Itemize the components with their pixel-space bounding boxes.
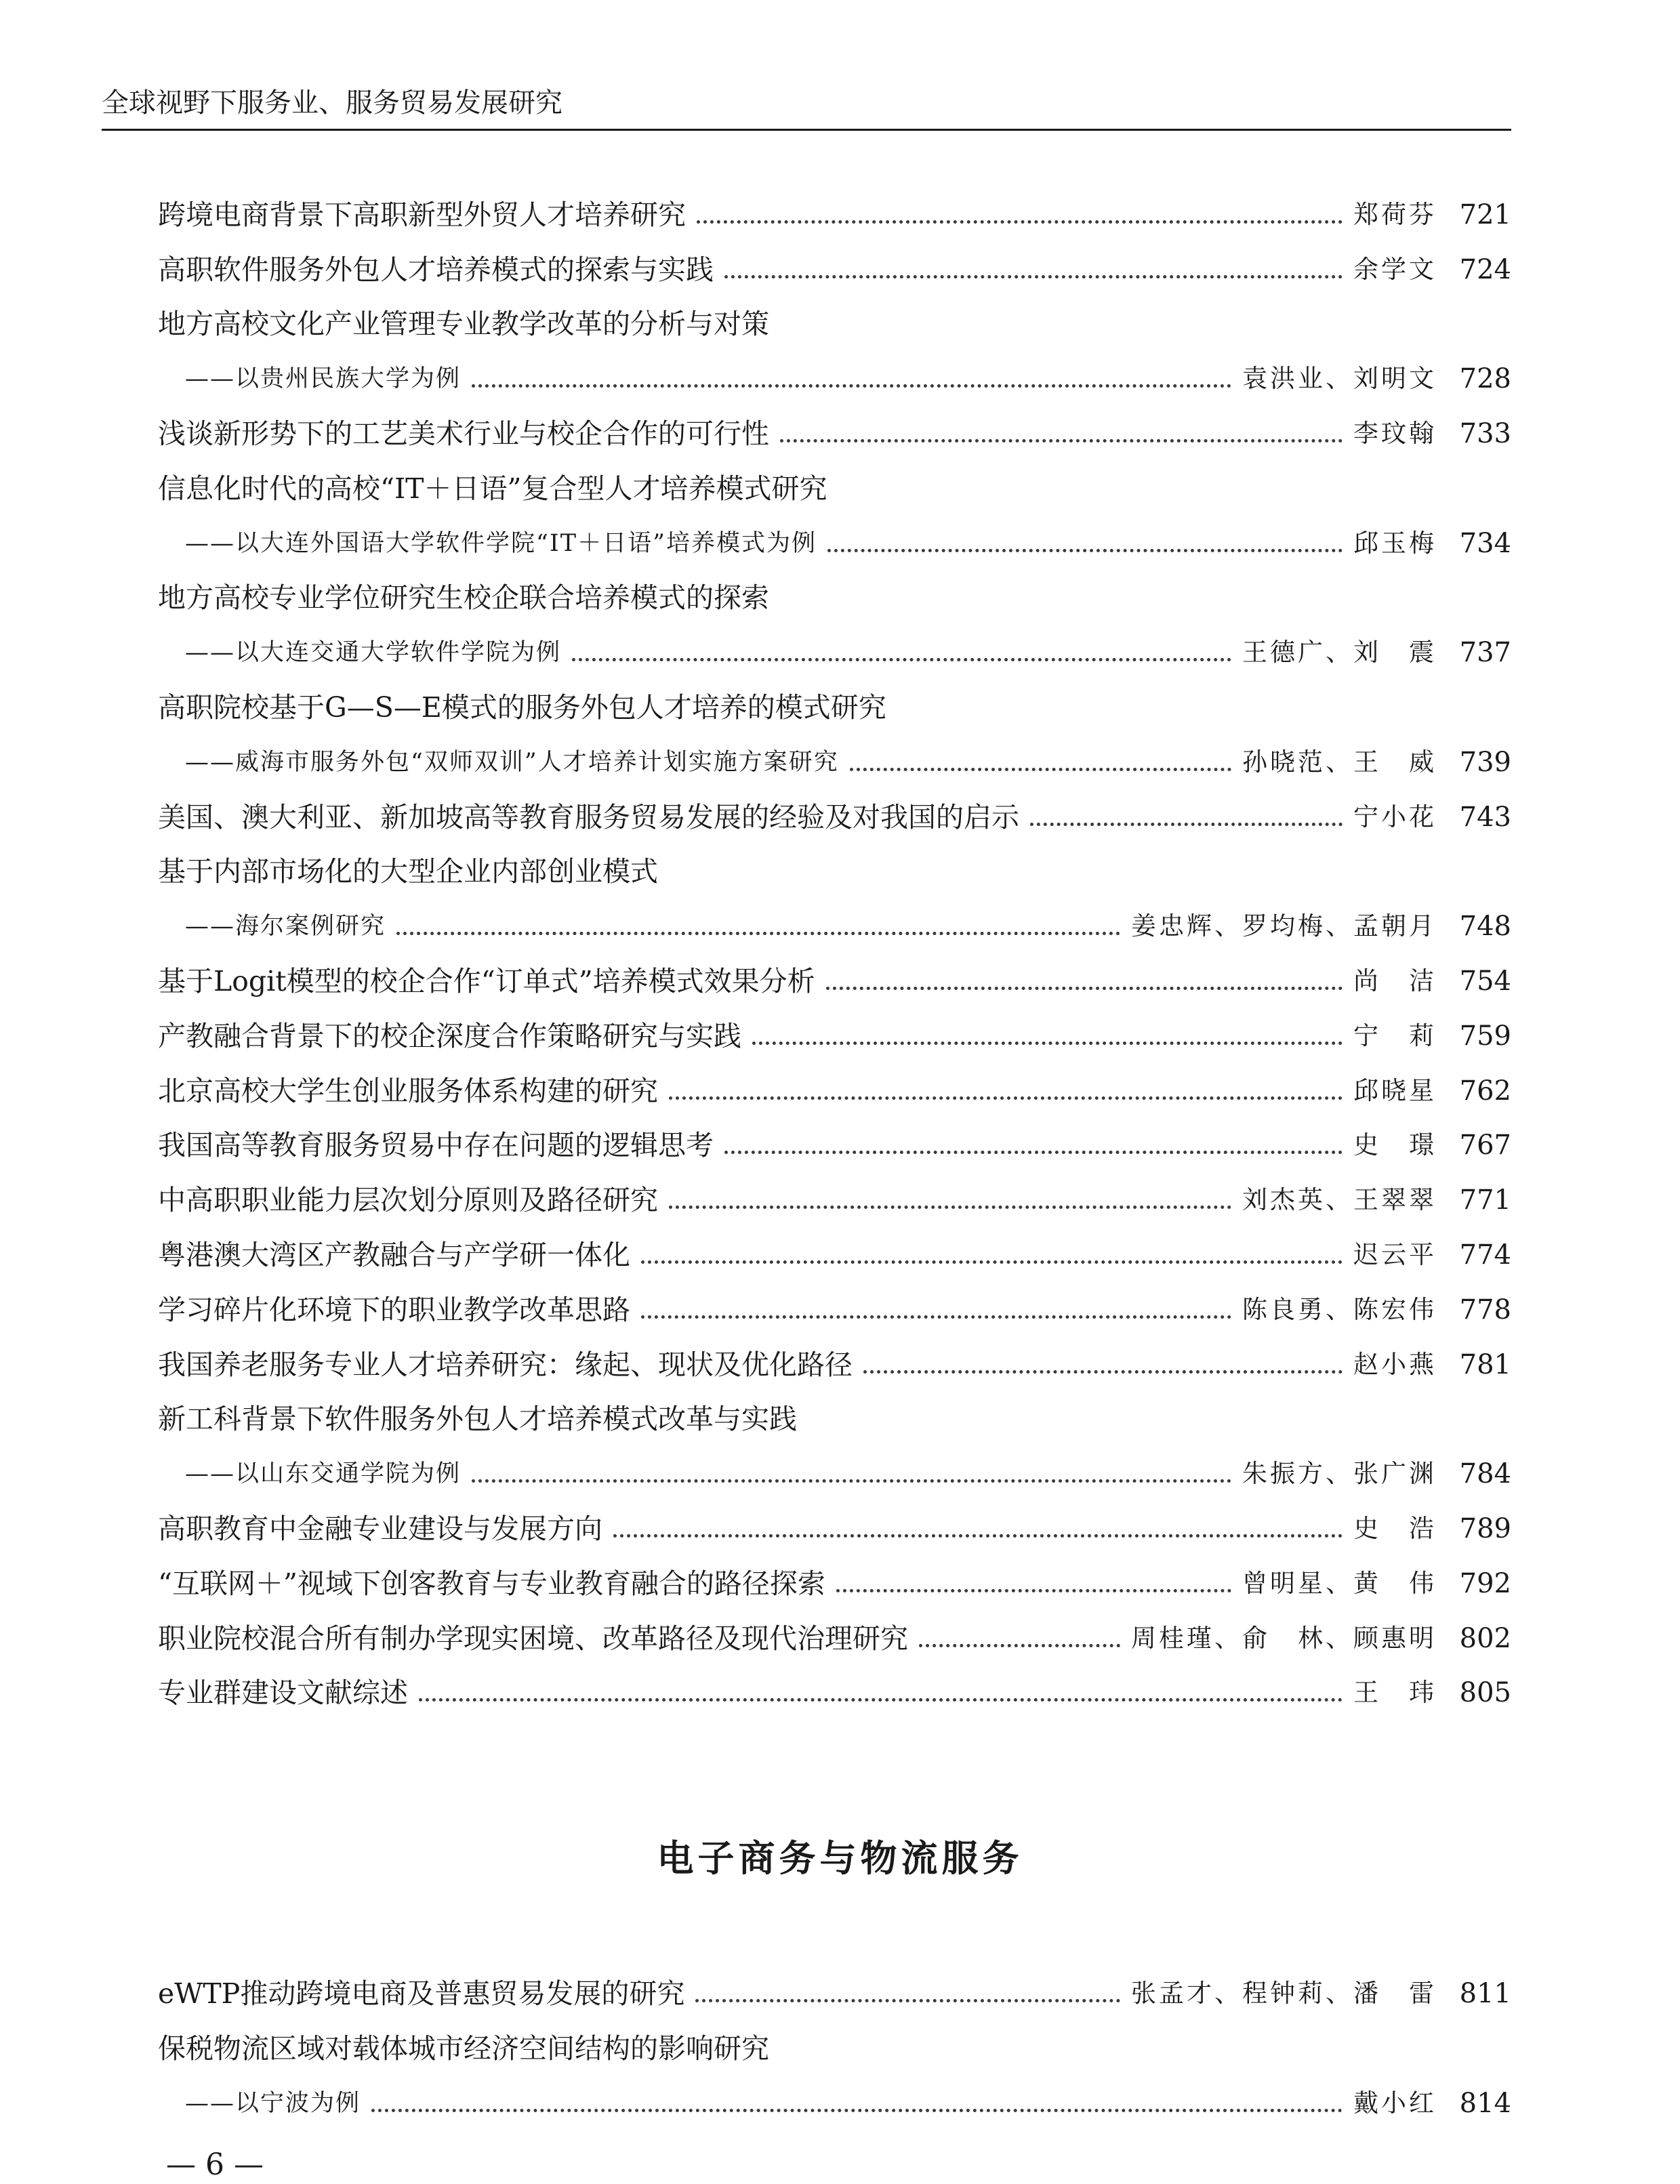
entry-author: 宁小花 <box>1353 802 1437 831</box>
entry-subtitle: ——以大连外国语大学软件学院“IT＋日语”培养模式为例 <box>185 530 817 557</box>
entry-page: 767 <box>1459 1130 1511 1161</box>
entry-author: 陈良勇、陈宏伟 <box>1242 1295 1437 1324</box>
dot-leader <box>724 1151 1343 1154</box>
running-header: 全球视野下服务业、服务贸易发展研究 <box>102 87 562 119</box>
entry-title: 信息化时代的高校“IT＋日语”复合型人才培养模式研究 <box>158 472 827 505</box>
entry-page: 789 <box>1459 1513 1511 1544</box>
entry-title: 中高职职业能力层次划分原则及路径研究 <box>158 1184 658 1216</box>
entry-page: 814 <box>1459 2088 1511 2119</box>
entry-page: 771 <box>1459 1184 1511 1216</box>
entry-page: 784 <box>1459 1458 1511 1489</box>
dot-leader <box>669 1206 1231 1209</box>
entry-page: 724 <box>1459 254 1511 285</box>
entry-author: 赵小燕 <box>1353 1350 1437 1379</box>
entry-title: 职业院校混合所有制办学现实困境、改革路径及现代治理研究 <box>158 1622 908 1655</box>
toc-entry <box>158 191 1511 232</box>
entry-author: 王 玮 <box>1353 1678 1437 1707</box>
entry-author: 宁 莉 <box>1353 1021 1437 1050</box>
entry-page: 737 <box>1459 637 1511 668</box>
entry-subtitle: ——海尔案例研究 <box>185 913 386 940</box>
entry-page: 811 <box>1459 1978 1511 2009</box>
toc-entry-heading <box>158 684 1511 724</box>
entry-page: 774 <box>1459 1239 1511 1271</box>
dot-leader <box>919 1644 1120 1647</box>
entry-title: 高职教育中金融专业建设与发展方向 <box>158 1512 602 1545</box>
dot-leader <box>826 987 1343 990</box>
entry-title: eWTP推动跨境电商及普惠贸易发展的研究 <box>158 1977 685 2010</box>
toc-entry <box>158 1450 1511 1491</box>
entry-title: 地方高校专业学位研究生校企联合培养模式的探索 <box>158 581 769 614</box>
entry-author: 袁洪业、刘明文 <box>1242 364 1437 393</box>
entry-subtitle: ——威海市服务外包“双师双训”人才培养计划实施方案研究 <box>185 749 839 776</box>
entry-title: 美国、澳大利亚、新加坡高等教育服务贸易发展的经验及对我国的启示 <box>158 801 1019 833</box>
dot-leader <box>641 1315 1231 1319</box>
entry-page: 762 <box>1459 1075 1511 1107</box>
entry-author: 孙晓范、王 威 <box>1242 747 1437 777</box>
dot-leader <box>572 658 1231 661</box>
toc-entry <box>158 1121 1511 1162</box>
dot-leader <box>827 549 1343 552</box>
dot-leader <box>1030 823 1343 826</box>
entry-page: 743 <box>1459 802 1511 833</box>
entry-title: 我国高等教育服务贸易中存在问题的逻辑思考 <box>158 1129 714 1161</box>
entry-title: 我国养老服务专业人才培养研究：缘起、现状及优化路径 <box>158 1348 853 1381</box>
entry-title: 浅谈新形势下的工艺美术行业与校企合作的可行性 <box>158 417 769 450</box>
entry-title: 北京高校大学生创业服务体系构建的研究 <box>158 1075 658 1107</box>
dot-leader <box>836 1589 1231 1592</box>
entry-author: 迟云平 <box>1353 1240 1437 1269</box>
dot-leader <box>695 1999 1120 2002</box>
dot-leader <box>697 220 1343 224</box>
dot-leader <box>863 1370 1343 1374</box>
toc-entry <box>158 1970 1511 2011</box>
toc-entry <box>158 1176 1511 1217</box>
toc-entry <box>158 794 1511 834</box>
entry-author: 朱振方、张广渊 <box>1242 1459 1437 1488</box>
entry-page: 781 <box>1459 1349 1511 1380</box>
toc-entry <box>158 1505 1511 1546</box>
dot-leader <box>724 275 1343 279</box>
toc-entry <box>158 1286 1511 1327</box>
entry-author: 曾明星、黄 伟 <box>1242 1569 1437 1598</box>
toc-entry <box>158 410 1511 451</box>
toc-entry-heading <box>158 848 1511 888</box>
toc-entry <box>158 355 1511 396</box>
entry-page: 734 <box>1459 528 1511 559</box>
dot-leader <box>780 439 1343 442</box>
entry-page: 759 <box>1459 1021 1511 1052</box>
toc-entry-heading <box>158 300 1511 341</box>
toc-entry <box>158 1560 1511 1601</box>
toc-entry <box>158 957 1511 998</box>
entry-author: 邱玉梅 <box>1353 529 1437 558</box>
toc-entry <box>158 1669 1511 1710</box>
entry-title: 基于内部市场化的大型企业内部创业模式 <box>158 855 658 888</box>
toc-entry <box>158 1012 1511 1053</box>
entry-author: 张孟才、程钟莉、潘 雷 <box>1131 1979 1437 2008</box>
entry-title: 专业群建设文献综述 <box>158 1676 408 1709</box>
toc-entry-heading <box>158 574 1511 615</box>
entry-title: 跨境电商背景下高职新型外贸人才培养研究 <box>158 199 686 231</box>
entry-title: 产教融合背景下的校企深度合作策略研究与实践 <box>158 1020 741 1052</box>
entry-author: 姜忠辉、罗均梅、孟朝月 <box>1131 911 1437 941</box>
entry-author: 王德广、刘 震 <box>1242 638 1437 667</box>
toc-entry <box>158 1341 1511 1382</box>
entry-page: 754 <box>1459 966 1511 997</box>
dot-leader <box>669 1096 1343 1100</box>
dot-leader <box>371 2109 1343 2112</box>
dot-leader <box>850 768 1231 771</box>
entry-page: 739 <box>1459 747 1511 778</box>
entry-title: 高职软件服务外包人才培养模式的探索与实践 <box>158 253 714 286</box>
section-title: 电子商务与物流服务 <box>657 1837 1023 1880</box>
entry-author: 史 浩 <box>1353 1514 1437 1543</box>
toc-entry-heading <box>158 1395 1511 1436</box>
toc-entry <box>158 246 1511 287</box>
toc-entry <box>158 1615 1511 1655</box>
toc-entry-heading <box>158 465 1511 506</box>
entry-author: 戴小红 <box>1353 2088 1437 2118</box>
toc-entry <box>158 520 1511 560</box>
entry-title: 粤港澳大湾区产教融合与产学研一体化 <box>158 1239 630 1271</box>
entry-author: 尚 洁 <box>1353 966 1437 995</box>
dot-leader <box>396 932 1120 935</box>
dot-leader <box>641 1260 1343 1264</box>
entry-title: “互联网＋”视域下创客教育与专业教育融合的路径探索 <box>158 1567 825 1600</box>
entry-title: 高职院校基于G—S—E模式的服务外包人才培养的模式研究 <box>158 691 886 724</box>
entry-page: 778 <box>1459 1294 1511 1325</box>
entry-page: 802 <box>1459 1623 1511 1654</box>
entry-author: 李玟翰 <box>1353 419 1437 448</box>
entry-page: 728 <box>1459 363 1511 394</box>
toc-entry <box>158 903 1511 943</box>
toc-entry <box>158 1067 1511 1108</box>
entry-author: 史 璟 <box>1353 1130 1437 1159</box>
toc-entry <box>158 629 1511 669</box>
entry-subtitle: ——以贵州民族大学为例 <box>185 365 462 392</box>
dot-leader <box>472 1479 1231 1483</box>
entry-title: 保税物流区域对载体城市经济空间结构的影响研究 <box>158 2032 769 2065</box>
entry-author: 周桂瑾、俞 林、顾惠明 <box>1131 1624 1437 1653</box>
entry-title: 学习碎片化环境下的职业教学改革思路 <box>158 1294 630 1326</box>
entry-subtitle: ——以宁波为例 <box>185 2090 361 2117</box>
toc-entry <box>158 2080 1511 2120</box>
dot-leader <box>419 1698 1343 1702</box>
entry-subtitle: ——以山东交通学院为例 <box>185 1460 462 1487</box>
toc-entry-heading <box>158 2025 1511 2065</box>
footer-page-number: — 6 — <box>166 2147 264 2182</box>
entry-page: 805 <box>1459 1677 1511 1708</box>
entry-author: 郑荷芬 <box>1353 200 1437 229</box>
entry-page: 792 <box>1459 1568 1511 1599</box>
entry-author: 余学文 <box>1353 255 1437 284</box>
entry-author: 刘杰英、王翠翠 <box>1242 1185 1437 1214</box>
entry-subtitle: ——以大连交通大学软件学院为例 <box>185 639 562 666</box>
toc-entry <box>158 739 1511 779</box>
header-rule <box>102 129 1511 131</box>
entry-page: 748 <box>1459 911 1511 942</box>
entry-title: 基于Logit模型的校企合作“订单式”培养模式效果分析 <box>158 965 815 997</box>
entry-title: 新工科背景下软件服务外包人才培养模式改革与实践 <box>158 1403 797 1435</box>
dot-leader <box>613 1534 1343 1538</box>
entry-author: 邱晓星 <box>1353 1076 1437 1105</box>
entry-page: 733 <box>1459 418 1511 449</box>
toc-entry <box>158 1231 1511 1272</box>
entry-page: 721 <box>1459 199 1511 230</box>
dot-leader <box>472 384 1231 388</box>
dot-leader <box>752 1042 1343 1045</box>
entry-title: 地方高校文化产业管理专业教学改革的分析与对策 <box>158 308 769 340</box>
